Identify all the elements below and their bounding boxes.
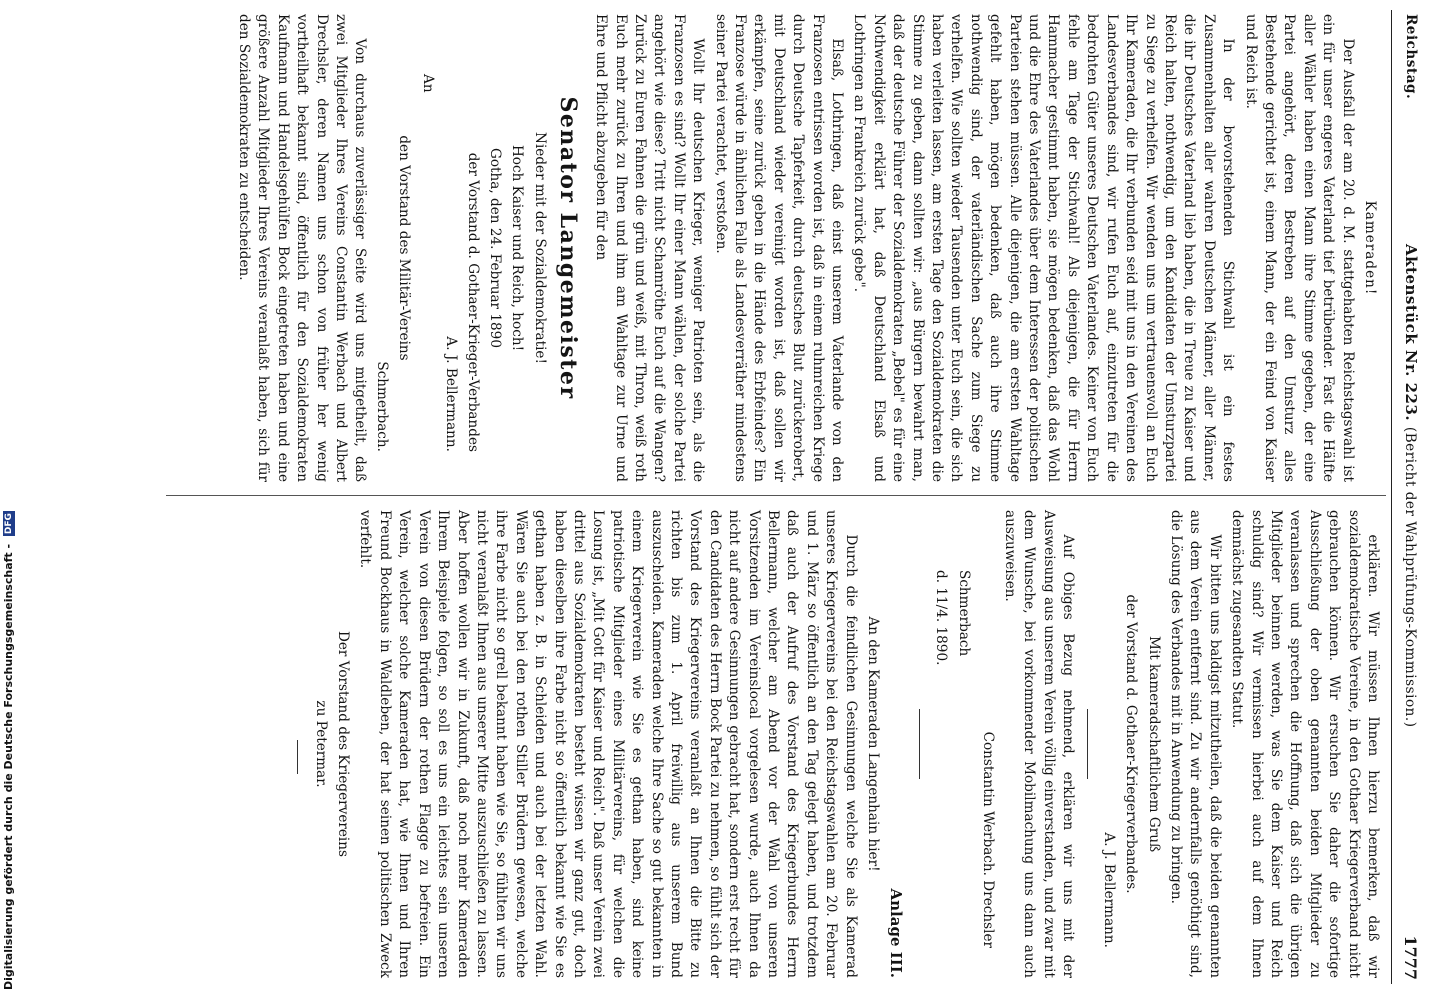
greeting: Mit kameradschaftlichem Gruß (1145, 635, 1162, 853)
digitization-sidebar (0, 0, 20, 1000)
header-rule (1391, 10, 1392, 984)
left-closing-paragraph: Von durchaus zuverlässiger Seite wird uns mitgetheilt, daß zwei Mitglieder Ihres Vereins Constantin Werbach und Albert Drechsler, deren Namen uns schon von früher her wenig vortheilhaft bekannt sind, öffentlich für den Sozialdemokraten Kaufmann und Handelsgehülfen Bock eingetreten haben und eine größere Anzahl Mitglieder Ihres Vereins veranlaßt haben, sich für den Sozialdemokraten zu entscheiden. (236, 14, 369, 482)
header-document-number: Aktenstück Nr. 223. (1402, 244, 1420, 422)
left-signatory-name: A. J. Bellermann. (443, 336, 460, 452)
page-header (1390, 14, 1420, 980)
right-paragraph: erklären. Wir müssen Ihnen hierzu bemerken, daß wir sozialdemokratische Vereine, in den Gothaer Kriegerverband nicht gebrauchen können. Wir ersuchen Sie daher die sofortige Ausschließung der oben genannten beiden Mitglieder zu veranlassen und sprechen die Hoffnung, daß sich die übrigen Mitglieder beinnen werden, was Sie dem Kaiser und Reich schuldig sind? Wir vermissen hierbei auch auf dem Ihnen demnächst zugesandten Statut. (1229, 510, 1381, 978)
reply-place: Schmerbach (956, 570, 973, 657)
reply-signers: Constantin Werbach. Drechsler (979, 731, 996, 948)
left-paragraph: Elsaß, Lothringen, daß einst unserem Vaterlande von den Franzosen entrissen worden ist, daß in einem ruhmreichen Kriege durch Deutsche Tapferkeit, durch deutsches Blut zurückerobert, mit Deutschland wieder vereinigt worden ist, daß sollen wir erkämpfen, seine zurück geben in die Hände des Erbfeindes? Ein Franzose würde in ähnlichen Falle als Landesverräther mindestens seiner Partei verachtet, verstoßen. (712, 14, 846, 482)
right-column (285, 510, 1382, 978)
reply-paragraph: Auf Obiges Bezug nehmend, erklären wir uns mit der Ausweisung aus unserem Verein völlig einverstanden, und zwar mit dem Wunsche, bei vorkommender Mobilmachung uns dann auch auszuweisen. (1002, 510, 1077, 978)
addressee-place: Schmerbach. (373, 361, 390, 452)
appendix-paragraph: Durch die feindlichen Gesinnungen welche Sie als Kamerad unseres Kriegervereins bei den Reichstagswahlen am 20. Februar und 1. März so öffentlich an den Tag gelegt haben, und trotzdem daß auch der Aufruf des Vorstand des Kriegerbundes Herrn Bellermann, welcher am Abend vor der Wahl von unseren Vorsitzenden im Vereinslocal vorgelesen wurde, auch Ihnen da nicht auf andere Gesinnungen gebracht hat, sondern erst recht für den Candidaten des Herrn Bock Partei zu nehmen, so fühlt sich der Vorstand des Kriegervereins veranlaßt an Ihnen die Bitte zu richten bis zum 1. April freiwillig aus unserem Bund auszuscheiden. Kameraden welche Ihre Sache so gut bekannten in einem Kriegerverein wie Sie es gethan haben, sind keine patriotische Mitglieder eines Militärvereins, für welchen die Losung ist, „Mit Gott für Kaiser und Reich". Daß unser Verein zwei drittel aus Sozialdemokraten besteht wissen wir ganz gut, doch haben dieselben ihre Farbe nicht so öffentlich bekannt wie Sie es gethan haben z. B. in Schleiden und auch bei der letzten Wahl. Wären Sie auch bei den rothen Stiller Brüdern gewesen, welche ihre Farbe nicht so grell bekannt haben wie Sie, so fühlten wir uns nicht veranlaßt Ihnen aus unserer Mitte auszuschließen zu lassen. Aber hoffen wollen wir in Zukunft, daß noch mehr Kameraden Ihrem Beispiele folgen, so soll es uns ein leichtes sein unseren Verein von diesen Brüdern der rothen Flagge zu befreien. Ein Verein, welcher solche Kameraden hat, wie Ihnen und Ihren Freund Bockhaus in Waldleben, der hat seinen politischen Zweck verfehlt. (357, 510, 859, 978)
cheer-line: Hoch Kaiser und Reich, hoch! (509, 144, 526, 352)
right-paragraph: Wir bitten uns baldigst mitzutheilen, daß die beiden genannten aus dem Verein entfernt sind. Zu wir andernfalls genöthigt sind, die Lösung des Verbandes mit in Anwendung zu bringen. (1167, 510, 1223, 978)
header-left: Reichstag. (1403, 14, 1419, 100)
separator (297, 740, 298, 774)
digitization-credit (2, 511, 15, 990)
separator (1087, 709, 1088, 779)
header-center (1400, 244, 1420, 728)
candidate-name: Senator Langemeister (554, 96, 581, 400)
appendix-label: Anlage III. (887, 888, 906, 978)
left-column (231, 14, 1382, 482)
addressee-prefix: An (419, 74, 436, 93)
left-paragraph: In der bevorstehenden Stichwahl ist ein festes Zusammenhalten aller wahren Deutschen Männer, aller Männer, die ihr Deutsches Vaterland lieb haben, die in Treue zu Kaiser und Reich halten, nothwendig, um den Kandidaten der Umsturzpartei zu Siege zu verhelfen. Wir wenden uns um vertrauensvoll an Euch Ihr Kameraden, die Ihr verbunden seid mit uns in den Vereinen des Landesverbandes sind, wir rufen Euch auf, einzutreten für die bedrohten Güter unseres Deutschen Vaterlandes. Keiner von Euch fehle am Tage der Stichwahl! Als diejenigen, die für Herrn Hammacher gestimmt haben, sie mögen bedenken, daß das Wohl und die Ehre des Vaterlandes über dem Interessen der politischen Parteien stehen müssen. Alle diejenigen, die am ersten Wahltage gefehlt haben, mögen bedenken, daß auch ihre Stimme nothwendig sind, der vaterländischen Sache zum Siege zu verhelfen. Wie sollten wieder Tausenden unter Euch sein, die sich haben verleiten lassen, am ersten Tage den Sozialdemokraten die Stimme zu geben, dann sollten wir: „aus Bürgern bewahrt man, daß der deutsche Führer der Sozialdemokraten „Bebel" es für eine Nothwendigkeit erklärt hat, daß Deutschland Elsaß und Lothringen an Frankreich zurück gebe". (851, 14, 1237, 482)
addressee: den Vorstand des Militär-Vereins (396, 135, 413, 361)
separator (919, 709, 920, 779)
date-line: Gotha, den 24. Februar 1890 (486, 148, 503, 348)
page-number: 1777 (1401, 935, 1420, 980)
left-heading: Kameraden! (1362, 200, 1378, 296)
reply-date: d. 11/4. 1890. (932, 570, 949, 666)
candidate-subline: Nieder mit der Sozialdemokratie! (531, 132, 548, 364)
left-paragraph: Wollt Ihr deutschen Krieger, weniger Patrioten sein, als die Franzosen es sind? Wollt Ihr einer Mann wählen, der solche Partei angehört wie diese? Tritt nicht Schamröthe Euch auf die Wangen? Zurück zu Euren Fahnen die grün und weiß, mit Thron, weiß roth Euch mehr zurück zu Ihren und ihm am Wahltage zur Urne und Ehre und Pflicht abzugeben für den (593, 14, 707, 482)
dfg-logo-icon: DFG (4, 513, 14, 535)
column-divider (166, 495, 1386, 496)
right-signatory: der Vorstand d. Gothaer-Kriegerverbandes. (1123, 594, 1140, 894)
appendix-heading: An den Kameraden Langenhain hier! (865, 616, 882, 872)
scanned-page (132, 0, 1432, 1000)
right-signatory-name: A. J. Bellermann. (1100, 832, 1117, 948)
left-paragraph: Der Ausfall der am 20. d. M. stattgehabten Reichstagswahl ist ein für unser engeres Vaterland tief betrübender. Fast die Hälfte aller Wähler haben einen Mann ihre Stimme gegeben, der eine Partei angehört, deren Bestreben auf den Umsturz alles Bestehende gerichtet ist, einem Mann, der ein Feind von Kaiser und Reich ist. (1242, 14, 1356, 482)
header-continued: (Bericht der Wahlprüfungs-Kommission.) (1402, 426, 1418, 728)
left-signatory: der Vorstand d. Gothaer-Krieger-Verbandes (464, 152, 481, 452)
appendix-signatory: Der Vorstand des Kriegervereins (335, 630, 352, 857)
digitization-note: Digitalisierung gefördert durch die Deutsche Forschungsgemeinschaft - (2, 543, 15, 990)
appendix-place: zu Petermar. (312, 700, 329, 788)
